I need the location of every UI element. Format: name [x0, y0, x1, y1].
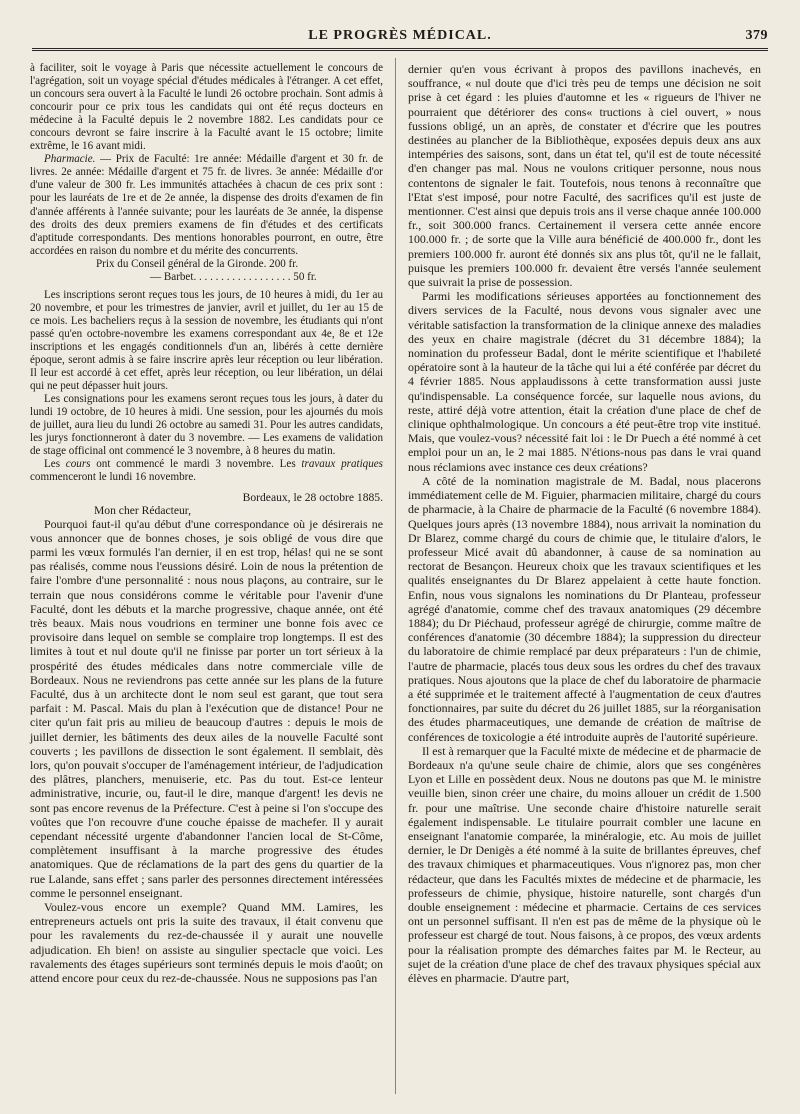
paragraph: Il est à remarquer que la Faculté mixte de médecine et de pharmacie de Bordeaux n'a qu'une seule chaire de chimie, alors que ses congénères Lyon et Lille en possèdent deux. Nous ne doutons pas que M. le ministre veuille bien, sinon créer une chaire, du moins allouer un crédit de 1.500 fr. pour une maîtrise. Une seconde chaire d'histoire naturelle serait également indispensable. Le titulaire pourrait combler une lacune en enseignant l'anatomie comparée, la minéralogie, etc. Au mois de juillet dernier, le Dr Denigès a été nommé à la suite de brillantes épreuves, chef des travaux chimiques et pharmaceutiques. Vous n'ignorez pas, mon cher rédacteur, que dans les Facultés mixtes de médecine et de pharmacie, les professeurs de chimie, physique, histoire naturelle, sont chargés d'un double enseignement : médecine et pharmacie. Certains de ces services ont un personnel suffisant. Il n'en est pas de même de la physique où le professeur est chargé de tout. Nous faisons, à ce propos, des vœux ardents pour la réalisation prompte des démarches faites par M. le Recteur, au sujet de la création d'une place de chef des travaux physiques spécial aux élèves en pharmacie. D'autre part, [408, 743, 761, 985]
journal-title: LE PROGRÈS MÉDICAL. [308, 28, 492, 43]
letter-dateline: Bordeaux, le 28 octobre 1885. [242, 490, 383, 504]
section-label: Pharmacie. [44, 153, 96, 166]
right-column [408, 62, 761, 985]
text-run: travaux pratiques [301, 458, 383, 471]
page-header [32, 20, 768, 44]
paragraph-inscriptions [30, 289, 383, 393]
text-run: commenceront le lundi 16 novembre. [30, 471, 197, 484]
text-run: cours [65, 458, 91, 471]
paragraph: A côté de la nomination magistrale de M. Badal, nous placerons immédiatement celle de M. Figuier, pharmacien militaire, chargé du cours de pharmacie, à la Chaire de pharmacie de la Faculté (6 novembre 1884). Quelques jours après (13 novembre 1884), nous arrivait la nomination du Dr Blarez, comme chargé du cours de chimie que, le titulaire d'alors, le professeur Micé avait dû abandonner, à cause de sa nomination au rectorat de Besançon. Heureux choix que les travaux scientifiques et les qualités enseignantes du Dr Blarez appelaient à cette haute fonction. Enfin, nous vous signalons les nominations du Dr Planteau, professeur agrégé d'anatomie, comme chef des travaux anatomiques (29 décembre 1884); du Dr Piéchaud, professeur agrégé de chirurgie, comme maître de conférences d'anatomie (30 décembre 1884); la suppression du directeur du laboratoire de chimie remplacé par deux préparateurs : l'un de chimie, l'autre de pharmacie, placés tous deux sous les ordres du chef des travaux pratiques. Nous ajoutons que la place de chef du laboratoire de pharmacie a été supprimée et le traitement affecté à l'augmentation de ceux d'autres fonctionnaires, par suite du décret du 26 juillet 1885, sur la réorganisation des études pharmaceutiques, une demande de création de maîtrise de conférences de toxicologie a été introduite auprès de l'autorité supérieure. [408, 473, 761, 744]
page-number: 379 [745, 28, 768, 43]
prize-line: Prix du Conseil général de la Gironde. 200 fr. [96, 257, 299, 270]
prize-line: — Barbet. . . . . . . . . . . . . . . . . . 50 fr. [150, 270, 317, 283]
paragraph-consignations [30, 393, 383, 458]
letter-salutation: Mon cher Rédacteur, [94, 503, 192, 517]
text-run: Les [44, 458, 66, 471]
paragraph-text: seront reçues tous les jours, de 10 heures à midi, du 1er au 20 novembre, et pour les trimestres de janvier, avril et juillet, du 1er au 15 de ce mois. Les bacheliers reçus à la session de novembre, les étudiants qui n'ont passé qu'en octobre-novembre les examens correspondant aux 4e, 8e et 12e inscriptions et les engagés conditionnels d'un an, libérés à cette dernière époque, seront admis à se faire inscrire après leur réception ou leur libération. Il leur est accordé à cet effet, après leur réception, ou leur libération, un délai qui ne peut dépasser huit jours. [30, 288, 384, 393]
paragraph-cours [30, 458, 383, 484]
lead-text: Les consignations [44, 393, 125, 406]
paragraph: à faciliter, soit le voyage à Paris que nécessite actuellement le concours de l'agrégation, soit un voyage spécial d'études médicales à l'étranger. A cet effet, un concours sera ouvert à la Faculté le lundi 26 octobre prochain. Sont admis à concourir pour ce prix tous les candidats qui ont été reçus docteurs en médecine à la Faculté depuis le 2 novembre 1882. Les candidats pour ce concours devront se faire inscrire à la Faculté avant le 15 octobre; limite extrême, le 16 avant midi. [30, 62, 383, 153]
paragraph: dernier qu'en vous écrivant à propos des pavillons inachevés, en souffrance, « nul doute que d'ici très peu de temps une décision ne soit prise à cet égard : les pluies d'automne et les « rigueurs de l'hiver ne pourraient que détériorer des cons« tructions à ciel ouvert, » nous fussions obligé, un an après, de constater et d'écrire que les poutres destinées au plancher de la Bibliothèque, exposées depuis deux ans aux intempéries des saisons, sont, dans un état tel, qu'il est de toute nécessité d'en changer pas mal. Nous ne voulons critiquer personne, nous nous contentons de signaler le fait. Toutefois, nous tenons à reconnaître que l'Etat s'est imposé, pour notre Faculté, des sacrifices qu'il est juste de mentionner. C'est ainsi que depuis trois ans il verse chaque année 100.000 fr., soit 300.000 francs. Certainement il versera cette année encore 100.000 fr. ; de sorte que la Ville aura bénéficié de 400.000 fr., dont les premiers 100.000 fr. auront été donnés six ans plus tôt, qu'il ne le fallait, puisque les premiers 100.000 fr. devaient être versés l'année seulement que suivrait la prise de possession. [408, 62, 761, 290]
paragraph: Voulez-vous encore un exemple? Quand MM. Lamires, les entrepreneurs actuels ont pris la suite des travaux, il était convenu que pour les ravalements du rez-de-chaussée il y aurait une nouvelle adjudication. Eh bien! on assiste au singulier spectacle que voici. Les ravalements des étages supérieurs sont terminés depuis le mois d'août; on attend encore pour ceux du rez-de-chaussée. Nous ne supposions pas l'an [30, 900, 383, 986]
paragraph-text: — Prix de Faculté: 1re année: Médaille d'argent et 30 fr. de livres. 2e année: Médaille d'argent et 75 fr. de livres. 3e année: Médaille d'or d'une valeur de 300 fr. Les immunités attachées à chacun de ces prix sont : pour les lauréats de 1re et de 2e année, la dispense des droits d'examen de fin d'année afférents à l'année suivante; pour les lauréats de 3e année, la dispense des droits des deux premiers examens de fin d'études et des certificats d'aptitude correspondants. Des mentions honorables pourront, en outre, être accordées en raison du nombre et du mérite des concurrents. [30, 153, 383, 257]
lead-text: Les inscriptions [44, 288, 116, 301]
text-run: ont commencé le mardi 3 novembre. Les [90, 458, 302, 471]
paragraph-text: pour les examens seront reçues tous les jours, à dater du lundi 19 octobre, de 10 heures à midi. Une session, pour les ajournés du mois de juillet, aura lieu du lundi 26 octobre au samedi 31. Pour les autres candidats, les jurys fonctionneront à dater du 3 novembre. — Les examens de validation de stage officinal ont commencé le 3 novembre, à 8 heures du matin. [30, 393, 383, 458]
left-column [30, 62, 383, 985]
paragraph: Pourquoi faut-il qu'au début d'une correspondance où je désirerais ne vous annoncer que de bonnes choses, je sois obligé de vous dire que parmi les vœux formulés l'an dernier, il en est trop, hélas! qui ne se sont pas réalisés, comme nous l'eussions désiré. Loin de nous la prétention de faire l'ombre d'une personnalité : nous nous plaçons, au contraire, sur le terrain que nous considérons comme le véritable pour l'avenir d'une Faculté, dont les débuts et la marche progressive, chaque année, ont été très beaux. Mais nous voudrions en terminer une bonne fois avec ce provisoire dans lequel on semble se complaire trop longtemps. Il est des limites à tout et nul doute qu'il ne finisse par porter un tort sérieux à la prospérité des études médicales dans notre commerciale ville de Bordeaux. Nous ne reviendrons pas cette année sur les plans de la future Faculté, dus à un architecte dont le nom seul est garant, que tout sera parfait : M. Pascal. Mais du plan à l'exécution que de distance! Pour ne citer qu'un fait pris au milieu de beaucoup d'autres : depuis le mois de juillet dernier, les bâtiments des deux ailes de la nouvelle Faculté sont couverts ; les pavillons de dissection le sont également. Il semblait, dès lors, qu'on pouvait s'occuper de l'aménagement intérieur, de l'adjudication des plâtres, planchers, menuiserie, etc. Pas du tout. Est-ce lenteur administrative, incurie, ou, faut-il le dire, manque d'argent! les devis ne sont pas encore revenus de la Préfecture. C'est à peine si l'on s'occupe des voûtes que l'on recouvre d'une couche épaisse de machefer. Il y aurait cependant nécessité urgente d'abandonner l'ancien local de St-Côme, complètement insuffisant à la marche progressive des études anatomiques. Que de réclamations de la part des gens du quartier de la rue Lalande, sans effet ; sans parler des personnes directement intéressées comme le personnel enseignant. [30, 516, 383, 900]
column-divider [395, 58, 396, 1094]
paragraph-pharmacie [30, 153, 383, 257]
header-rule [32, 48, 768, 51]
paragraph: Parmi les modifications sérieuses apportées au fonctionnement des divers services de la Faculté, nous devons vous signaler avec une véritable satisfaction la transformation de la clinique annexe des maladies des yeux en chaire magistrale (décret du 31 décembre 1884); la nomination du professeur Badal, dont le mérite scientifique et l'habileté opératoire sont à la hauteur de la tâche qui lui a été conférée par décret du 4 février 1885. Nous applaudissons à cette transformation aussi juste qu'indispensable. La conséquence forcée, sur laquelle nous avions, du reste, attiré déjà votre attention, était la création d'une place de chef de clinique ophthalmologique. Un concours a été peut-être trop vite institué. Mais, que voulez-vous? nécessité fait loi : le Dr Puech a été nommé à cet emploi pour un an, le 2 mai 1885. N'étions-nous pas dans le vrai quand nous réclamions avec instance ces deux créations? [408, 289, 761, 474]
